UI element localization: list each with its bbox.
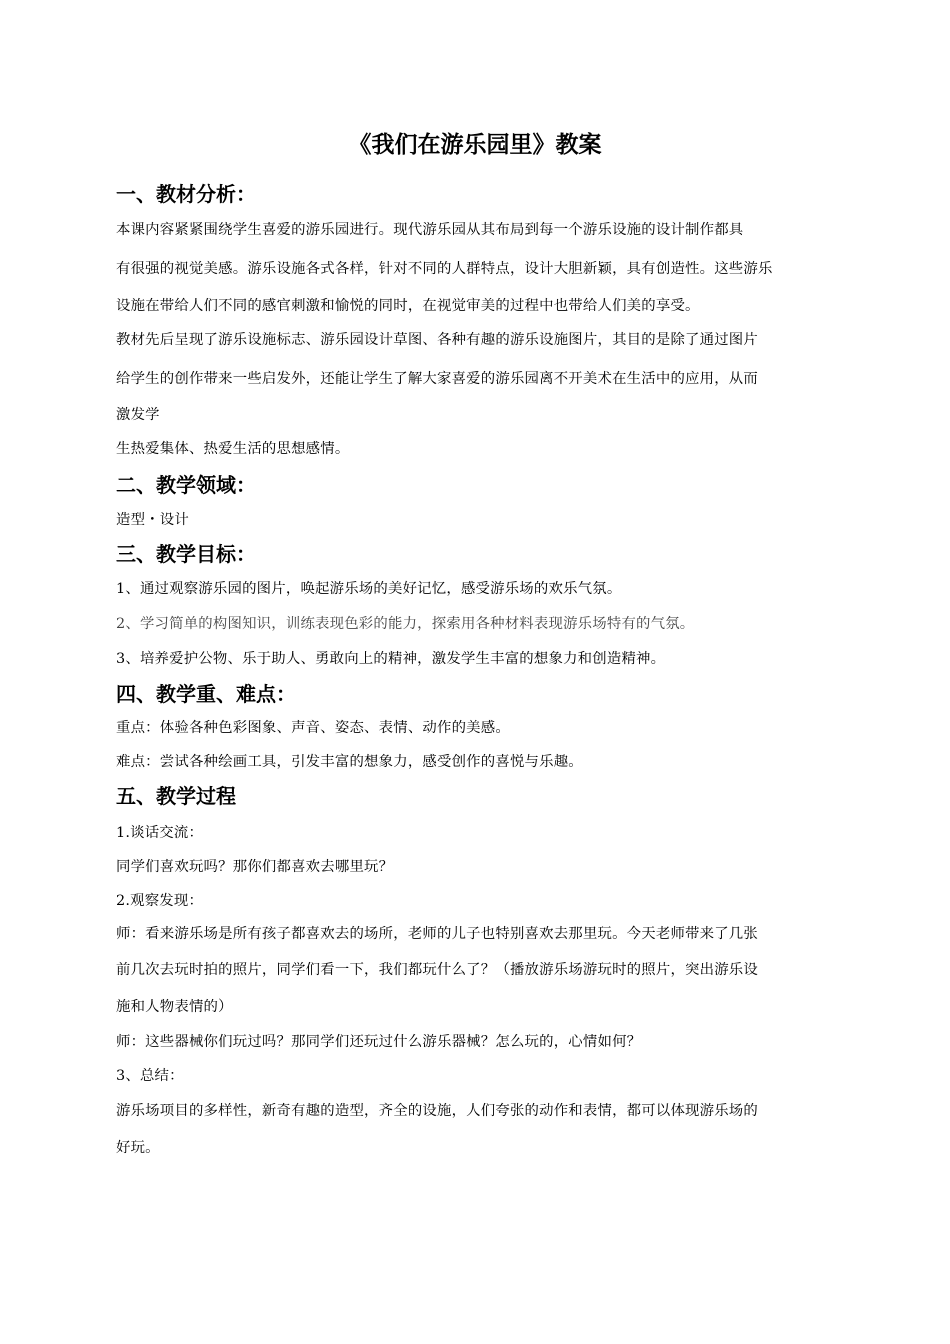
paragraph-line: 师：这些器械你们玩过吗？那同学们还玩过什么游乐器械？怎么玩的，心情如何？: [116, 1034, 642, 1050]
paragraph-line: 同学们喜欢玩吗？那你们都喜欢去哪里玩？: [116, 859, 394, 875]
paragraph-line: 难点：尝试各种绘画工具，引发丰富的想象力，感受创作的喜悦与乐趣。: [116, 754, 583, 770]
paragraph-line: 3、总结：: [116, 1068, 184, 1084]
paragraph-line: 1.谈话交流：: [116, 825, 204, 841]
paragraph-line: 生热爱集体、热爱生活的思想感情。: [116, 441, 350, 457]
paragraph-line: 造型・设计: [116, 512, 189, 528]
paragraph-line: 施和人物表情的）: [116, 999, 233, 1015]
paragraph-line: 激发学: [116, 407, 160, 423]
paragraph-line: 有很强的视觉美感。游乐设施各式各样，针对不同的人群特点，设计大胆新颖，具有创造性。这些游乐: [116, 261, 773, 277]
paragraph-line: 教材先后呈现了游乐设施标志、游乐园设计草图、各种有趣的游乐设施图片，其目的是除了通过图片: [116, 332, 758, 348]
paragraph-line: 师：看来游乐场是所有孩子都喜欢去的场所，老师的儿子也特别喜欢去那里玩。今天老师带来了几张: [116, 926, 758, 942]
list-item: 3、培养爱护公物、乐于助人、勇敢向上的精神，激发学生丰富的想象力和创造精神。: [116, 651, 666, 667]
list-item: 1、通过观察游乐园的图片，唤起游乐场的美好记忆，感受游乐场的欢乐气氛。: [116, 581, 622, 597]
section-heading-key-difficult-points: 四、教学重、难点：: [116, 682, 296, 706]
section-heading-teaching-objectives: 三、教学目标：: [116, 542, 256, 566]
section-heading-teaching-process: 五、教学过程: [116, 784, 236, 808]
section-heading-materials-analysis: 一、教材分析：: [116, 182, 256, 206]
document-title: 《我们在游乐园里》教案: [348, 132, 602, 158]
paragraph-line: 2.观察发现：: [116, 893, 204, 909]
paragraph-line: 好玩。: [116, 1140, 160, 1156]
paragraph-line: 前几次去玩时拍的照片，同学们看一下，我们都玩什么了？（播放游乐场游玩时的照片，突出游乐设: [116, 962, 758, 978]
paragraph-line: 本课内容紧紧围绕学生喜爱的游乐园进行。现代游乐园从其布局到每一个游乐设施的设计制作都具: [116, 222, 744, 238]
paragraph-line: 设施在带给人们不同的感官刺激和愉悦的同时，在视觉审美的过程中也带给人们美的享受。: [116, 298, 700, 314]
section-heading-teaching-domain: 二、教学领域：: [116, 473, 256, 497]
paragraph-line: 给学生的创作带来一些启发外，还能让学生了解大家喜爱的游乐园离不开美术在生活中的应用，从而: [116, 371, 758, 387]
list-item: 2、学习简单的构图知识，训练表现色彩的能力，探索用各种材料表现游乐场特有的气氛。: [116, 616, 695, 632]
paragraph-line: 重点：体验各种色彩图象、声音、姿态、表情、动作的美感。: [116, 720, 510, 736]
paragraph-line: 游乐场项目的多样性，新奇有趣的造型，齐全的设施，人们夸张的动作和表情，都可以体现游乐场的: [116, 1103, 758, 1119]
